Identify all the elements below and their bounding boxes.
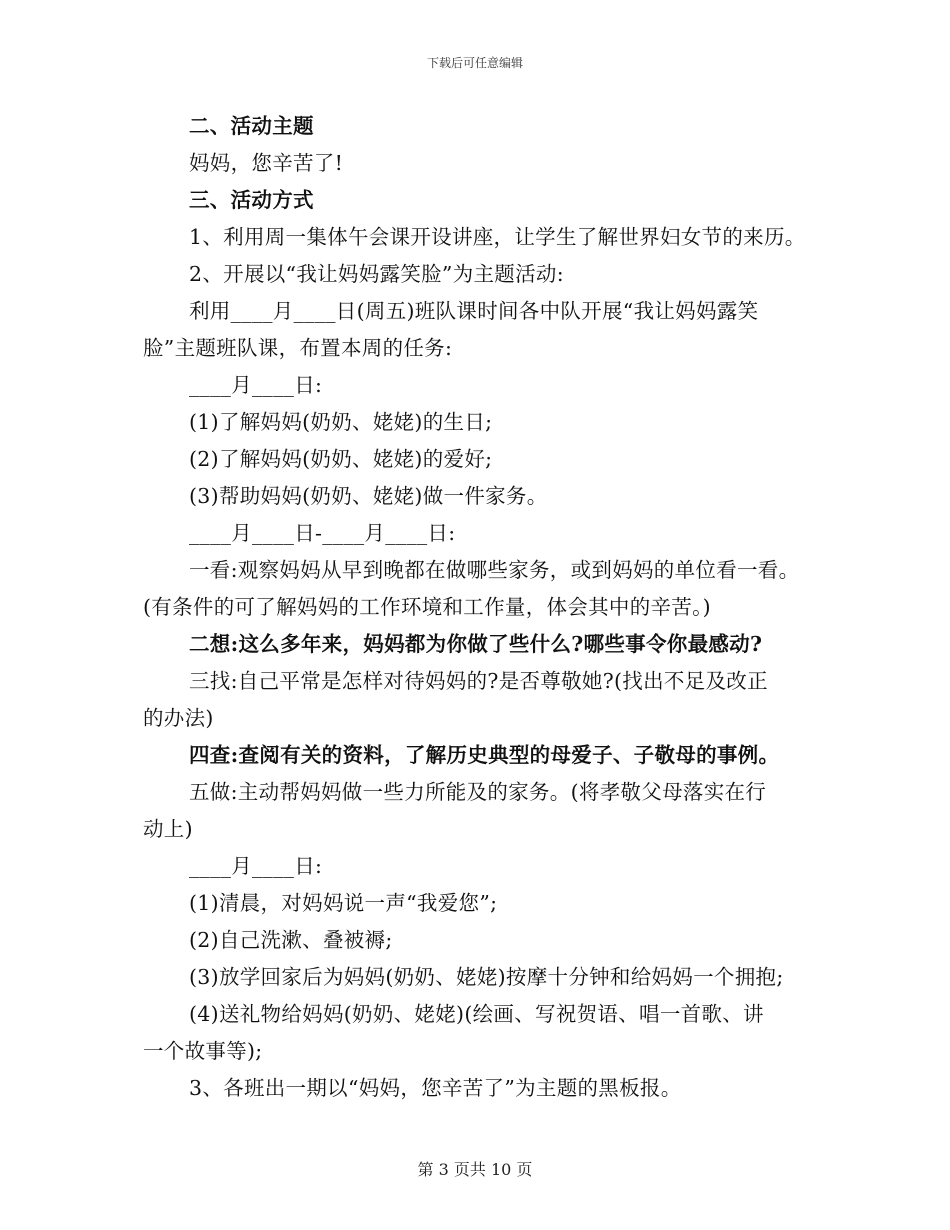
text-line: 脸”主题班队课，布置本周的任务: — [143, 336, 453, 360]
text-line: 利用____月____日(周五)班队课时间各中队开展“我让妈妈露笑 — [189, 299, 759, 323]
text-line: ____月____日-____月____日: — [189, 521, 456, 545]
text-line: 一看:观察妈妈从早到晚都在做哪些家务，或到妈妈的单位看一看。 — [189, 558, 800, 582]
page-footer: 第 3 页共 10 页 — [417, 1160, 533, 1179]
text-line: (4)送礼物给妈妈(奶奶、姥姥)(绘画、写祝贺语、唱一首歌、讲 — [189, 1002, 764, 1026]
text-line: ____月____日: — [189, 854, 323, 878]
text-line: (2)了解妈妈(奶奶、姥姥)的爱好; — [189, 447, 493, 471]
text-line: (1)了解妈妈(奶奶、姥姥)的生日; — [189, 410, 493, 434]
text-line: 的办法) — [143, 706, 214, 730]
text-line: 三、活动方式 — [189, 188, 314, 212]
text-line: (有条件的可了解妈妈的工作环境和工作量，体会其中的辛苦。) — [143, 595, 711, 619]
text-line: 四查:查阅有关的资料，了解历史典型的母爱子、子敬母的事例。 — [189, 743, 780, 767]
text-line: (1)清晨，对妈妈说一声“我爱您”; — [189, 891, 498, 915]
document-body — [143, 108, 823, 1107]
text-line: 一个故事等); — [143, 1039, 263, 1063]
page-header: 下载后可任意编辑 — [426, 56, 523, 70]
text-line: 二想:这么多年来，妈妈都为你做了些什么?哪些事令你最感动? — [189, 632, 763, 656]
text-line: (3)帮助妈妈(奶奶、姥姥)做一件家务。 — [189, 484, 548, 508]
text-line: (2)自己洗漱、叠被褥; — [189, 928, 393, 952]
text-line: 三找:自己平常是怎样对待妈妈的?是否尊敬她?(找出不足及改正 — [189, 669, 768, 693]
text-line: 3、各班出一期以“妈妈，您辛苦了”为主题的黑板报。 — [189, 1076, 682, 1100]
text-line: 动上) — [143, 817, 193, 841]
text-line: 二、活动主题 — [189, 114, 314, 138]
text-line: 1、利用周一集体午会课开设讲座，让学生了解世界妇女节的来历。 — [189, 225, 806, 249]
text-line: 五做:主动帮妈妈做一些力所能及的家务。(将孝敬父母落实在行 — [189, 780, 767, 804]
text-line: (3)放学回家后为妈妈(奶奶、姥姥)按摩十分钟和给妈妈一个拥抱; — [189, 965, 784, 989]
text-line: 妈妈，您辛苦了! — [189, 151, 344, 175]
text-line: ____月____日: — [189, 373, 323, 397]
text-line: 2、开展以“我让妈妈露笑脸”为主题活动: — [189, 262, 564, 286]
